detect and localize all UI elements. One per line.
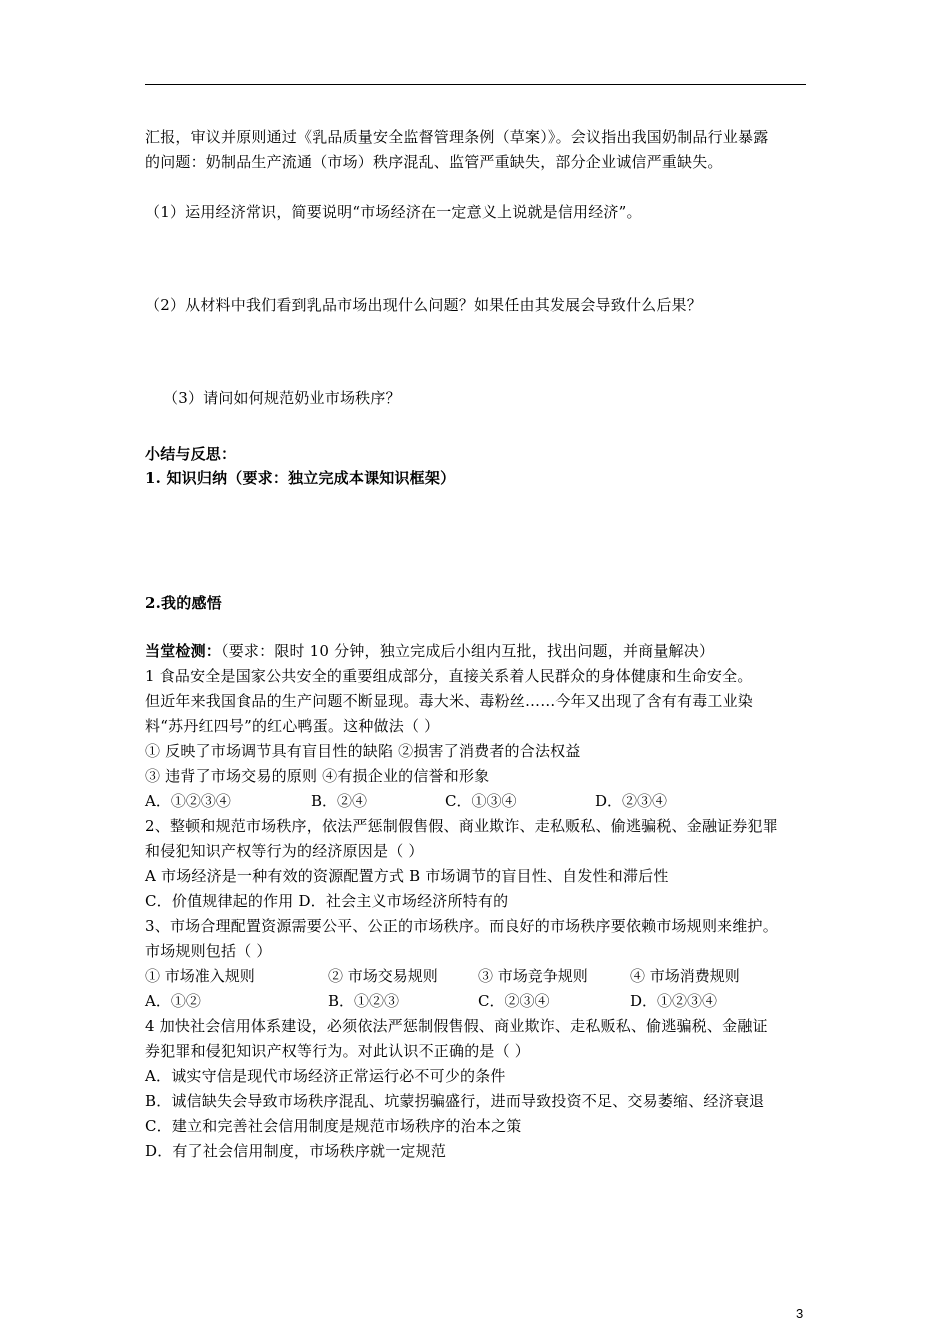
option-d: D．②③④ bbox=[595, 792, 668, 810]
test-q4-line: 券犯罪和侵犯知识产权等行为。对此认识不正确的是（ ） bbox=[145, 1042, 530, 1060]
test-q4-line: 4 加快社会信用体系建设，必须依法严惩制假售假、商业欺诈、走私贩私、偷逃骗税、金融证 bbox=[145, 1017, 768, 1035]
test-q4-line: D．有了社会信用制度，市场秩序就一定规范 bbox=[145, 1142, 447, 1160]
option-b: B．①②③ bbox=[328, 992, 400, 1010]
option-b: B．②④ bbox=[311, 792, 368, 810]
test-requirement: （要求：限时 10 分钟，独立完成后小组内互批，找出问题，并商量解决） bbox=[221, 642, 715, 660]
rule-item: ① 市场准入规则 bbox=[145, 967, 255, 985]
test-q1-line: ① 反映了市场调节具有盲目性的缺陷 ②损害了消费者的合法权益 bbox=[145, 742, 581, 760]
rule-item: ② 市场交易规则 bbox=[328, 967, 438, 985]
material-line-1: 汇报，审议并原则通过《乳品质量安全监督管理条例（草案）》。会议指出我国奶制品行业暴露 bbox=[145, 128, 769, 146]
test-q3-line: 3、市场合理配置资源需要公平、公正的市场秩序。而良好的市场秩序要依赖市场规则来维护。 bbox=[145, 917, 778, 935]
option-c: C．②③④ bbox=[478, 992, 550, 1010]
option-d: D．①②③④ bbox=[630, 992, 718, 1010]
page-number: 3 bbox=[796, 1306, 804, 1321]
summary-heading: 小结与反思： bbox=[145, 445, 237, 463]
summary-item-2: 2.我的感悟 bbox=[145, 594, 222, 612]
question-2: （2）从材料中我们看到乳品市场出现什么问题？如果任由其发展会导致什么后果？ bbox=[145, 296, 702, 314]
option-a: A．①②③④ bbox=[145, 792, 231, 810]
option-c: C．①③④ bbox=[445, 792, 517, 810]
test-q4-line: B．诚信缺失会导致市场秩序混乱、坑蒙拐骗盛行，进而导致投资不足、交易萎缩、经济衰退 bbox=[145, 1092, 765, 1110]
question-1: （1）运用经济常识，简要说明“市场经济在一定意义上说就是信用经济”。 bbox=[145, 203, 642, 221]
test-q1-line: ③ 违背了市场交易的原则 ④有损企业的信誉和形象 bbox=[145, 767, 490, 785]
test-q4-line: A．诚实守信是现代市场经济正常运行必不可少的条件 bbox=[145, 1067, 506, 1085]
test-q1-line: 1 食品安全是国家公共安全的重要组成部分，直接关系着人民群众的身体健康和生命安全。 bbox=[145, 667, 753, 685]
material-line-2: 的问题：奶制品生产流通（市场）秩序混乱、监管严重缺失，部分企业诚信严重缺失。 bbox=[145, 153, 723, 171]
test-q4-line: C．建立和完善社会信用制度是规范市场秩序的治本之策 bbox=[145, 1117, 522, 1135]
test-heading: 当堂检测： bbox=[145, 642, 222, 660]
test-q2-line: C．价值规律起的作用 D．社会主义市场经济所特有的 bbox=[145, 892, 509, 910]
summary-item-1: 1. 知识归纳（要求：独立完成本课知识框架） bbox=[145, 469, 456, 487]
option-a: A．①② bbox=[145, 992, 201, 1010]
test-q2-line: A 市场经济是一种有效的资源配置方式 B 市场调节的盲目性、自发性和滞后性 bbox=[145, 867, 669, 885]
test-heading-line bbox=[145, 641, 714, 661]
rule-item: ④ 市场消费规则 bbox=[630, 967, 740, 985]
test-q1-line: 但近年来我国食品的生产问题不断显现。毒大米、毒粉丝……今年又出现了含有有毒工业染 bbox=[145, 692, 754, 710]
test-q2-line: 和侵犯知识产权等行为的经济原因是（ ） bbox=[145, 842, 424, 860]
test-q3-line: 市场规则包括（ ） bbox=[145, 942, 272, 960]
rule-item: ③ 市场竞争规则 bbox=[478, 967, 588, 985]
test-q2-line: 2、整顿和规范市场秩序，依法严惩制假售假、商业欺诈、走私贩私、偷逃骗税、金融证券犯罪 bbox=[145, 817, 778, 835]
header-rule bbox=[145, 84, 806, 85]
question-3: （3）请问如何规范奶业市场秩序？ bbox=[163, 389, 401, 407]
test-q1-line: 料“苏丹红四号”的红心鸭蛋。这种做法（ ） bbox=[145, 717, 440, 735]
